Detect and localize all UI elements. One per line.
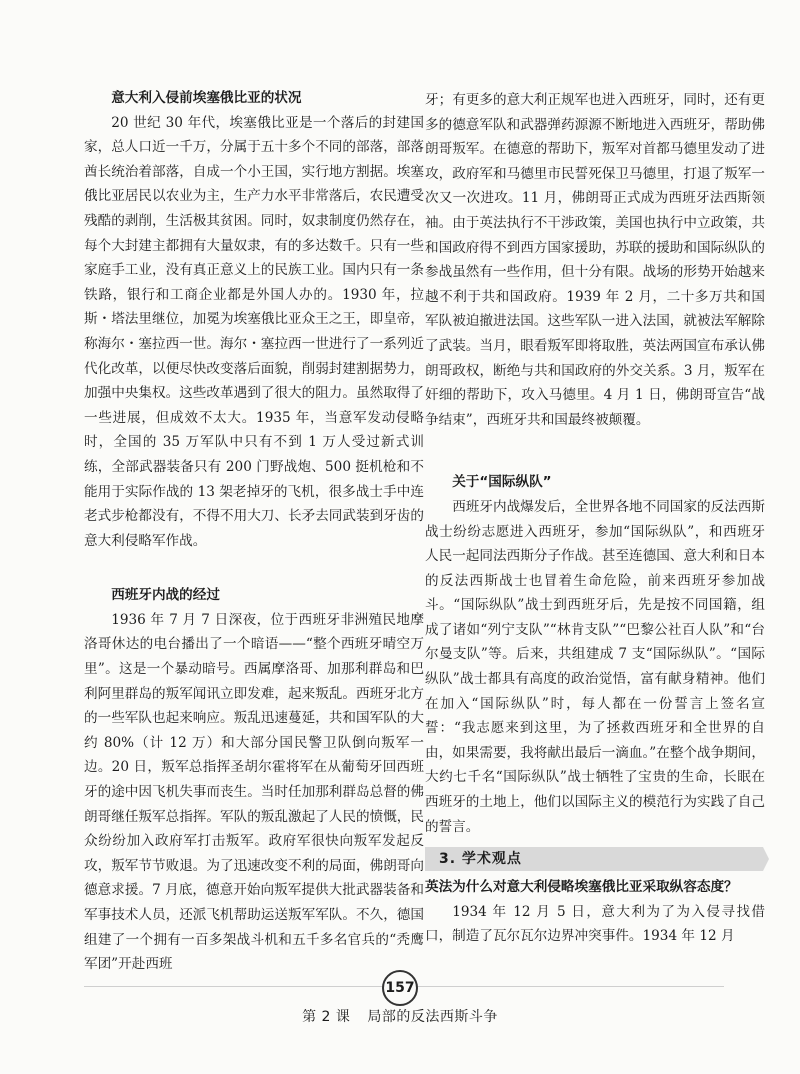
page-footer [0, 1006, 800, 1026]
paragraph-international-brigades: 西班牙内战爆发后，全世界各地不同国家的反法西斯战士纷纷志愿进入西班牙，参加“国际纵队”，和西班牙人民一起同法西斯分子作战。甚至连德国、意大利和日本的反法西斯战士也冒着生命危险，前来西班牙参加战斗。“国际纵队”战士到西班牙后，先是按不同国籍，组成了诸如“列宁支队”“林肯支队”“巴黎公社百人队”和“台尔曼支队”等。后来，共组建成 7 支“国际纵队”。“国际纵队”战士都具有高度的政治觉悟，富有献身精神。他们在加入“国际纵队”时，每人都在一份誓言上签名宣誓：“我志愿来到这里，为了拯救西班牙和全世界的自由，如果需要，我将献出最后一滴血。”在整个战争期间，大约七千名“国际纵队”战士牺牲了宝贵的生命，长眠在西班牙的土地上，他们以国际主义的模范行为实践了自己的誓言。 [425, 498, 765, 835]
section-heading-international-brigades: 关于“国际纵队” [452, 474, 552, 491]
paragraph-spanish-civil-war-continued: 牙；有更多的意大利正规军也进入西班牙，同时，还有更多的德意军队和武器弹药源源不断地进入西班牙，帮助佛朗哥叛军。在德意的帮助下，叛军对首都马德里发动了进攻，政府军和马德里市民誓死保卫马德里，打退了叛军一次又一次进攻。11 月，佛朗哥正式成为西班牙法西斯领袖。由于英法执行不干涉政策，美国也执行中立政策，共和国政府得不到西方国家援助，苏联的援助和国际纵队的参战虽然有一些作用，但十分有限。战场的形势开始越来越不利于共和国政府。1939 年 2 月，二十多万共和国军队被迫撤进法国。这些军队一进入法国，就被法军解除了武装。当月，眼看叛军即将取胜，英法两国宣布承认佛朗哥政权，断绝与共和国政府的外交关系。3 月，叛军在奸细的帮助下，攻入马德里。4 月 1 日，佛朗哥宣告“战争结束”，西班牙共和国最终被颠覆。 [425, 92, 765, 428]
footer-lesson-title: 局部的反法西斯斗争 [367, 1009, 498, 1025]
paragraph-ethiopia: 20 世纪 30 年代，埃塞俄比亚是一个落后的封建国家，总人口近一千万，分属于五十多个不同的部落，部落酋长统治着部落，自成一个小王国，实行地方割据。埃塞俄比亚居民以农业为主，生产力水平非常落后，农民遭受残酷的剥削，生活极其贫困。同时，奴隶制度仍然存在，每个大封建主都拥有大量奴隶，有的多达数千。只有一些家庭手工业，没有真正意义上的民族工业。国内只有一条铁路，银行和工商企业都是外国人办的。1930 年，拉斯・塔法里继位，加冕为埃塞俄比亚众王之王，即皇帝，称海尔・塞拉西一世。海尔・塞拉西一世进行了一系列近代化改革，以便尽快改变落后面貌，削弱封建割据势力，加强中央集权。这些改革遇到了很大的阻力。虽然取得了一些进展，但成效不太大。1935 年，当意军发动侵略时，全国的 35 万军队中只有不到 1 万人受过新式训练，全部武器装备只有 200 门野战炮、500 挺机枪和不能用于实际作战的 13 架老掉牙的飞机，很多战士手中连老式步枪都没有，不得不用大刀、长矛去同武装到牙齿的意大利侵略军作战。 [84, 114, 424, 549]
section-heading-ethiopia: 意大利入侵前埃塞俄比亚的状况 [111, 90, 302, 106]
section-heading-spanish-civil-war: 西班牙内战的经过 [111, 587, 220, 604]
footer-lesson-number: 第 2 课 [302, 1009, 351, 1025]
left-column [84, 86, 424, 977]
right-column [425, 88, 765, 949]
paragraph-question-answer: 1934 年 12 月 5 日，意大利为了为入侵寻找借口，制造了瓦尔瓦尔边界冲突事件。1934 年 12 月 [425, 903, 765, 945]
section-bar-label: 3. 学术观点 [439, 850, 522, 867]
paragraph-spanish-civil-war: 1936 年 7 月 7 日深夜，位于西班牙非洲殖民地摩洛哥休达的电台播出了一个暗语——“整个西班牙晴空万里”。这是一个暴动暗号。西属摩洛哥、加那利群岛和巴利阿里群岛的叛军闻讯立即发难，起来叛乱。西班牙北方的一些军队也起来响应。叛乱迅速蔓延，共和国军队的大约 80%（计 12 万）和大部分国民警卫队倒向叛军一边。20 日，叛军总指挥圣胡尔霍将军在从葡萄牙回西班牙的途中因飞机失事而丧生。当时任加那利群岛总督的佛朗哥继任叛军总指挥。军队的叛乱激起了人民的愤慨，民众纷纷加入政府军打击叛军。政府军很快向叛军发起反攻，叛军节节败退。为了迅速改变不利的局面，佛朗哥向德意求援。7 月底，德意开始向叛军提供大批武器装备和军事技术人员，还派飞机帮助运送叛军军队。不久，德国组建了一个拥有一百多架战斗机和五千多名官兵的“秃鹰军团”开赴西班 [84, 611, 424, 973]
section-bar-academic-views [425, 847, 763, 871]
question-heading: 英法为什么对意大利侵略埃塞俄比亚采取纵容态度？ [425, 879, 738, 896]
page-number: 157 [382, 970, 418, 1006]
